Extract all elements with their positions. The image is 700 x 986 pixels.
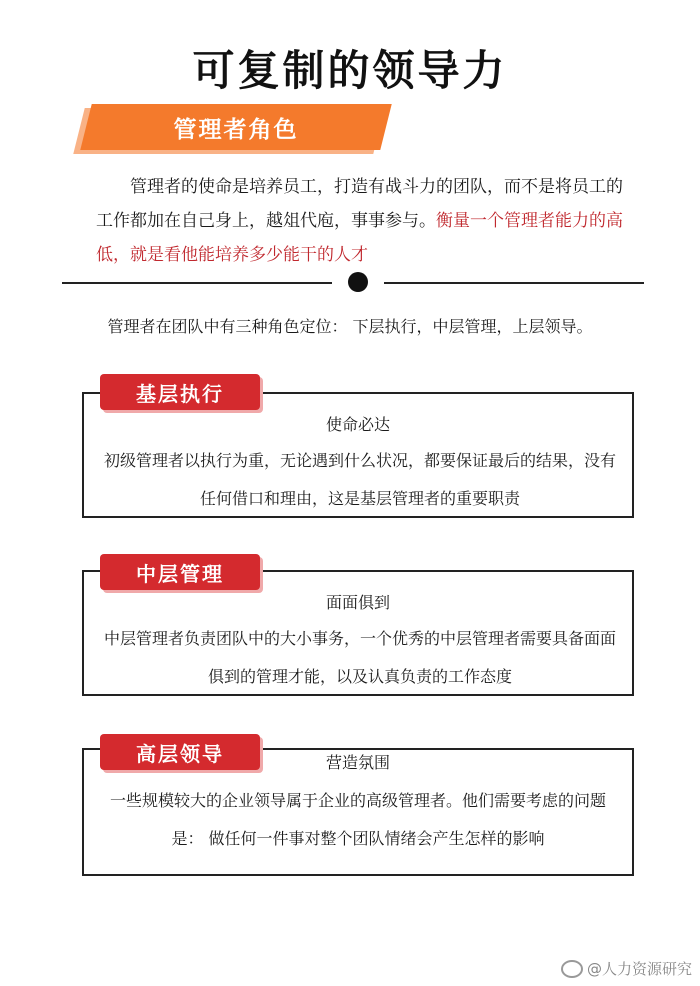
watermark-text: @人力资源研究 (586, 960, 692, 978)
role-tag-basic: 基层执行 (100, 374, 260, 410)
role-description: 初级管理者以执行为重，无论遇到什么状况，都要保证最后的结果，没有任何借口和理由，这是基层管理者的重要职责 (103, 451, 616, 508)
watermark (561, 958, 692, 979)
role-subtitle: 面面俱到 (325, 593, 390, 612)
divider-left (62, 282, 332, 284)
page-title: 可复制的领导力 (192, 46, 508, 95)
intro-text: 管理者的使命是培养员工，打造有战斗力的团队，而不是将员工的工作都加在自己身上，越俎代庖，事事参与。 (96, 177, 623, 231)
intro-highlight: 衡量一个管理者能力的高低，就是看他能培养多少能干的人才 (96, 211, 623, 265)
role-tag-middle: 中层管理 (100, 554, 260, 590)
role-card-basic (82, 392, 634, 518)
divider-right (384, 282, 644, 284)
weibo-logo-icon (561, 960, 583, 978)
role-tag-senior: 高层领导 (100, 734, 260, 770)
role-positioning-text: 管理者在团队中有三种角色定位： 下层执行，中层管理，上层领导。 (107, 317, 593, 336)
role-subtitle: 营造氛围 (325, 753, 390, 772)
divider-dot (348, 272, 368, 292)
role-description: 中层管理者负责团队中的大小事务，一个优秀的中层管理者需要具备面面俱到的管理才能，以及认真负责的工作态度 (103, 629, 616, 686)
role-subtitle: 使命必达 (325, 415, 390, 434)
banner-label: 管理者角色 (173, 116, 299, 143)
role-section-banner (86, 104, 386, 150)
role-description: 一些规模较大的企业领导属于企业的高级管理者。他们需要考虑的问题是： 做任何一件事对整个团队情绪会产生怎样的影响 (109, 791, 606, 848)
intro-paragraph (96, 170, 626, 272)
